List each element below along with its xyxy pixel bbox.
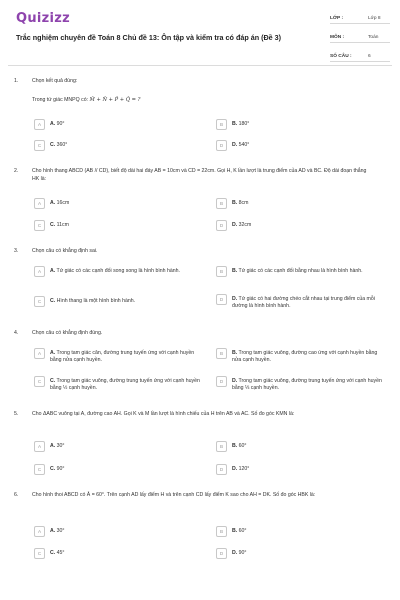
option-text: Trong tam giác cân, đường trung tuyến ứng với cạnh huyền bằng nửa cạnh huyền. xyxy=(50,350,195,363)
option-text: Trong tam giác vuông, đường trung tuyến ứng với cạnh huyền bằng ⅓ cạnh huyền. xyxy=(232,378,382,391)
option-label: D. xyxy=(232,296,238,302)
option-text: 60° xyxy=(238,443,247,449)
option-text: 30° xyxy=(56,528,65,534)
count-label: SỐ CÂU : xyxy=(330,54,352,59)
class-value: Lớp 8 xyxy=(368,16,381,21)
option-letter: C xyxy=(34,376,45,387)
question-number: 6. xyxy=(14,492,19,498)
question-sub-prefix: Trong tứ giác MNPQ có: xyxy=(32,97,90,103)
option-label: A. xyxy=(50,528,56,534)
option-label: A. xyxy=(50,121,56,127)
option-letter: B xyxy=(216,348,227,359)
option-letter: C xyxy=(34,220,45,231)
option-label: A. xyxy=(50,268,56,274)
question-number: 5. xyxy=(14,411,19,417)
option-letter: A xyxy=(34,266,45,277)
question-number: 1. xyxy=(14,78,19,84)
option-letter: D xyxy=(216,548,227,559)
option-text: Tứ giác có các cạnh đối song song là hình bình hành. xyxy=(56,268,180,274)
option-text: 180° xyxy=(238,121,250,127)
count-row xyxy=(330,48,390,62)
option-label: C. xyxy=(50,550,56,556)
option-label: C. xyxy=(50,222,56,228)
worksheet-title: Trắc nghiệm chuyên đề Toán 8 Chủ đề 13: Ôn tập và kiểm tra có đáp án (Đề 3) xyxy=(16,33,282,42)
option-label: B. xyxy=(232,200,238,206)
option-text: 30° xyxy=(56,443,65,449)
option-label: D. xyxy=(232,550,238,556)
question-number: 2. xyxy=(14,168,19,174)
option-text: 11cm xyxy=(56,222,69,228)
meta-panel xyxy=(330,10,390,67)
question-number: 3. xyxy=(14,248,19,254)
option-text: Tứ giác có hai đường chéo cắt nhau tại trung điểm của mỗi đường là hình bình hành. xyxy=(232,296,375,309)
option-letter: A xyxy=(34,119,45,130)
option-label: C. xyxy=(50,298,56,304)
question-text: Chọn câu có khẳng định đúng. xyxy=(32,330,103,336)
option-letter: A xyxy=(34,441,45,452)
option-text: 60° xyxy=(238,528,247,534)
subject-row xyxy=(330,29,390,43)
option-letter: C xyxy=(34,464,45,475)
option-text: Hình thang là một hình bình hành. xyxy=(56,298,136,304)
option-text: 540° xyxy=(238,142,250,148)
option-label: A. xyxy=(50,443,56,449)
option-text: 16cm xyxy=(56,200,70,206)
header xyxy=(0,0,400,64)
option-label: A. xyxy=(50,200,56,206)
option-letter: D xyxy=(216,464,227,475)
option-text: 90° xyxy=(56,466,65,472)
question-text: Cho hình thoi ABCD có Â = 60°. Trên cạnh AD lấy điểm H và trên cạnh CD lấy điểm K sao cho AH = DK. Số đo góc HBK là: xyxy=(32,492,316,498)
option-label: D. xyxy=(232,466,238,472)
option-label: C. xyxy=(50,466,56,472)
option-label: C. xyxy=(50,142,56,148)
quizizz-logo: Quizizz xyxy=(16,11,71,26)
option-text: Tứ giác có các cạnh đối bằng nhau là hình bình hành. xyxy=(238,268,363,274)
option-text: 45° xyxy=(56,550,65,556)
option-text: 120° xyxy=(238,466,250,472)
option-label: B. xyxy=(232,528,238,534)
option-text: Trong tam giác vuông, đường cao ứng với cạnh huyền bằng nửa cạnh huyền. xyxy=(232,350,378,363)
option-letter: D xyxy=(216,376,227,387)
option-letter: B xyxy=(216,198,227,209)
option-label: B. xyxy=(232,268,238,274)
option-label: D. xyxy=(232,142,238,148)
option-letter: D xyxy=(216,220,227,231)
option-label: D. xyxy=(232,378,238,384)
question-subtext xyxy=(32,97,372,103)
option-letter: A xyxy=(34,348,45,359)
question-number: 4. xyxy=(14,330,19,336)
option-text: 360° xyxy=(56,142,68,148)
option-letter: A xyxy=(34,526,45,537)
header-divider xyxy=(8,65,392,66)
option-text: 90° xyxy=(56,121,65,127)
question-sub-math: M̂ + N̂ + P̂ + Q̂ = ? xyxy=(89,97,141,103)
option-letter: B xyxy=(216,266,227,277)
option-letter: D xyxy=(216,140,227,151)
option-letter: B xyxy=(216,441,227,452)
option-label: A. xyxy=(50,350,56,356)
option-letter: B xyxy=(216,526,227,537)
option-letter: C xyxy=(34,140,45,151)
question-text: Chọn câu có khẳng định sai. xyxy=(32,248,98,254)
subject-value: Toán xyxy=(368,35,379,40)
option-label: C. xyxy=(50,378,56,384)
option-letter: A xyxy=(34,198,45,209)
option-label: B. xyxy=(232,121,238,127)
option-letter: C xyxy=(34,296,45,307)
class-row xyxy=(330,10,390,24)
question-text: Chọn kết quả đúng: xyxy=(32,78,78,84)
option-label: D. xyxy=(232,222,238,228)
option-label: B. xyxy=(232,350,238,356)
option-letter: C xyxy=(34,548,45,559)
option-text: 90° xyxy=(238,550,247,556)
option-text: Trong tam giác vuông, đường trung tuyến ứng với cạnh huyền bằng ½ cạnh huyền. xyxy=(50,378,200,391)
question-text: Cho ΔABC vuông tại A, đường cao AH. Gọi K và M lần lượt là hình chiếu của H trên AB và AC. Số đo góc KMN là: xyxy=(32,411,295,417)
option-letter: B xyxy=(216,119,227,130)
question-text: Cho hình thang ABCD (AB // CD), biết độ dài hai đáy AB = 10cm và CD = 22cm. Gọi H, K lần lượt là trung điểm của AD và BC. Độ dài đoạn thẳng HK là: xyxy=(32,168,367,182)
class-label: LỚP : xyxy=(330,16,344,21)
count-value: 6 xyxy=(368,54,371,59)
option-letter: D xyxy=(216,294,227,305)
subject-label: MÔN : xyxy=(330,35,345,40)
option-text: 32cm xyxy=(238,222,252,228)
option-text: 8cm xyxy=(238,200,249,206)
option-label: B. xyxy=(232,443,238,449)
